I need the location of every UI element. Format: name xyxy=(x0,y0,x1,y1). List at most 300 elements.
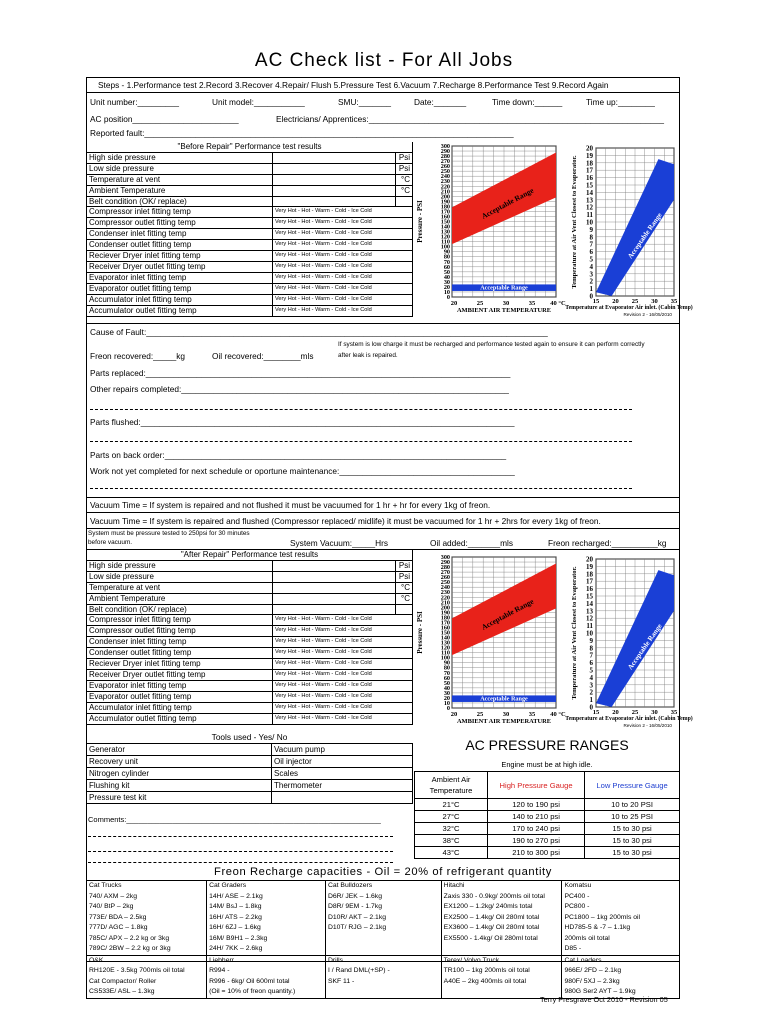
right-y-tick: 17 xyxy=(586,166,593,175)
measurement-label: Low side pressure xyxy=(87,163,273,174)
table-row xyxy=(87,152,413,163)
right-y-tick: 19 xyxy=(586,562,593,571)
comment-line[interactable] xyxy=(88,836,393,837)
temperature-options[interactable]: Very Hot - Hot - Warm - Cold - Ice Cold xyxy=(273,305,413,316)
left-y-tick: 260 xyxy=(440,574,450,582)
range-cell: 10 to 20 PSI xyxy=(585,799,680,811)
value-cell[interactable] xyxy=(273,163,396,174)
capacity-line: 777D/ AGC – 1.8kg xyxy=(89,924,148,931)
time-down-field[interactable]: Time down:______ xyxy=(492,97,563,107)
left-y-tick: 290 xyxy=(440,148,450,156)
table-row xyxy=(87,604,413,615)
table-row xyxy=(87,305,413,316)
cause-of-fault-field[interactable]: Cause of Fault:_______________________________________________________________________________________ xyxy=(90,327,548,337)
right-y-tick: 0 xyxy=(589,703,593,712)
revision-label: Revision 2 - 16/05/2010 xyxy=(623,312,672,317)
right-x-tick: 30 xyxy=(651,709,658,716)
table-row xyxy=(87,792,413,804)
right-y-tick: 11 xyxy=(586,211,593,220)
capacity-line: R996 - 6kg/ Oil 600ml total xyxy=(209,977,290,985)
machine-group xyxy=(207,955,326,998)
table-row xyxy=(415,823,680,835)
temperature-options[interactable]: Very Hot - Hot - Warm - Cold - Ice Cold xyxy=(273,691,413,702)
left-y-tick: 240 xyxy=(440,584,450,592)
table-row xyxy=(87,218,413,229)
left-y-tick: 30 xyxy=(443,278,450,286)
capacity-line: 14M/ BsJ – 1.8kg xyxy=(209,903,262,910)
measurement-label: Condenser inlet fitting temp xyxy=(87,229,273,240)
left-y-tick: 190 xyxy=(440,609,450,617)
table-row xyxy=(87,283,413,294)
reported-fault-field[interactable]: Reported fault:________________________________________________________________________________ xyxy=(90,128,514,138)
table-row xyxy=(87,251,413,262)
value-cell[interactable] xyxy=(273,560,396,571)
machine-group xyxy=(441,881,562,956)
right-y-tick: 3 xyxy=(589,681,593,690)
right-y-tick: 0 xyxy=(589,292,593,301)
right-y-tick: 9 xyxy=(589,636,593,645)
left-y-tick: 230 xyxy=(440,589,450,597)
time-up-field[interactable]: Time up:________ xyxy=(586,97,655,107)
right-x-tick: 35 xyxy=(670,709,678,716)
left-y-tick: 20 xyxy=(443,283,450,291)
tool-label: Scales xyxy=(272,768,413,780)
left-y-tick: 290 xyxy=(440,559,450,567)
left-y-tick: 170 xyxy=(440,208,450,216)
value-cell[interactable] xyxy=(273,593,396,604)
right-y-tick: 7 xyxy=(589,240,593,249)
capacity-line xyxy=(328,934,439,945)
right-y-tick: 14 xyxy=(586,188,593,197)
temperature-options[interactable]: Very Hot - Hot - Warm - Cold - Ice Cold xyxy=(273,218,413,229)
capacity-line xyxy=(444,944,560,955)
blank-line[interactable] xyxy=(90,441,632,442)
right-y-tick: 1 xyxy=(589,285,593,294)
right-y-tick: 6 xyxy=(589,659,593,668)
unit-label: °C xyxy=(396,593,413,604)
vacuum-time-not-flushed: Vacuum Time = If system is repaired and not flushed it must be vacuumed for 1 hr + hr for every 1kg of freon. xyxy=(90,500,491,510)
capacity-line: D10T/ RJG – 2.1kg xyxy=(327,924,387,931)
left-y-tick: 210 xyxy=(440,188,450,196)
left-y-tick: 90 xyxy=(443,248,450,256)
freon-recharged-field[interactable]: Freon recharged:__________kg xyxy=(548,538,667,548)
capacity-line: 789C/ 2BW – 2.2 kg or 3kg xyxy=(89,945,171,952)
divider xyxy=(86,323,680,324)
range-cell: 170 to 240 psi xyxy=(488,823,585,835)
tool-label: Pressure test kit xyxy=(87,792,272,804)
machine-group xyxy=(441,955,562,998)
left-y-tick: 60 xyxy=(443,263,450,271)
capacity-line: D8R/ 9EM - 1.7kg xyxy=(327,903,382,910)
measurement-label: Low side pressure xyxy=(87,571,273,582)
measurement-label: Ambient Temperature xyxy=(87,185,273,196)
right-x-tick: 15 xyxy=(592,709,600,716)
tool-label: Flushing kit xyxy=(87,780,272,792)
table-row xyxy=(87,702,413,713)
tool-label: Nitrogen cylinder xyxy=(87,768,272,780)
left-y-label: Pressure - PSI xyxy=(416,611,424,654)
blank-line[interactable] xyxy=(90,488,632,489)
right-x-label: Temperature at Evaporator Air inlet. (Cabin Temp) xyxy=(565,305,693,311)
left-y-tick: 120 xyxy=(440,233,450,241)
after-repair-table xyxy=(86,550,413,725)
range-cell: 120 to 190 psi xyxy=(488,799,585,811)
left-x-tick: 40 °C xyxy=(550,711,566,718)
machine-group xyxy=(207,881,326,956)
table-row xyxy=(415,811,680,823)
table-row xyxy=(87,955,680,998)
table-row xyxy=(87,881,680,956)
temperature-options[interactable]: Very Hot - Hot - Warm - Cold - Ice Cold xyxy=(273,207,413,218)
unit-label: Psi xyxy=(396,163,413,174)
unit-label: Psi xyxy=(396,571,413,582)
unit-number-field[interactable]: Unit number:_________ xyxy=(90,97,180,107)
measurement-label: Evaporator inlet fitting temp xyxy=(87,272,273,283)
left-x-tick: 30 xyxy=(502,711,510,718)
right-y-tick: 10 xyxy=(586,218,593,227)
right-y-tick: 10 xyxy=(586,629,593,638)
smu-field[interactable]: SMU:_______ xyxy=(338,97,392,107)
left-y-tick: 0 xyxy=(446,705,450,712)
machine-group xyxy=(325,955,441,998)
right-y-tick: 20 xyxy=(586,144,593,153)
table-row xyxy=(87,669,413,680)
right-y-tick: 5 xyxy=(589,255,593,264)
table-header-row xyxy=(415,772,680,799)
measurement-label: Reciever Dryer inlet fitting temp xyxy=(87,251,273,262)
tools-used-header: Tools used - Yes/ No xyxy=(211,732,288,742)
capacity-line xyxy=(328,944,439,955)
left-y-tick: 210 xyxy=(440,599,450,607)
capacity-line: 980G Ser2 AYT – 1.9kg xyxy=(564,988,636,995)
temperature-options[interactable]: Very Hot - Hot - Warm - Cold - Ice Cold xyxy=(273,648,413,659)
table-header-row xyxy=(87,142,413,152)
range-cell: 32°C xyxy=(415,823,488,835)
capacity-line: 16M/ B9H1 – 2.3kg xyxy=(209,934,268,942)
left-y-tick: 100 xyxy=(440,243,450,251)
temperature-options[interactable]: Very Hot - Hot - Warm - Cold - Ice Cold xyxy=(273,702,413,713)
right-x-label: Temperature at Evaporator Air inlet. (Cabin Temp) xyxy=(565,716,693,722)
measurement-label: Compressor inlet fitting temp xyxy=(87,207,273,218)
capacity-line: I / Rand DML(+SP) - xyxy=(327,967,390,974)
machine-group xyxy=(87,955,207,998)
capacity-line: A40E – 2kg 400mls oil total xyxy=(443,977,527,985)
table-row xyxy=(87,780,413,792)
value-cell[interactable] xyxy=(273,152,396,163)
left-y-tick: 0 xyxy=(446,294,450,301)
after-pressure-chart xyxy=(414,553,693,731)
right-y-tick: 12 xyxy=(586,203,593,212)
capacity-line: PC1800 – 1kg 200mls oil xyxy=(564,913,641,921)
table-row xyxy=(87,680,413,691)
high-idle-note: Engine must be at high idle. xyxy=(501,760,593,769)
measurement-label: Reciever Dryer inlet fitting temp xyxy=(87,659,273,670)
right-y-tick: 16 xyxy=(586,174,593,183)
right-y-tick: 3 xyxy=(589,270,593,279)
table-header: "After Repair" Performance test results xyxy=(87,550,413,560)
table-row xyxy=(87,163,413,174)
value-cell[interactable] xyxy=(273,604,396,615)
measurement-label: Compressor outlet fitting temp xyxy=(87,626,273,637)
left-y-tick: 200 xyxy=(440,193,450,201)
left-y-tick: 20 xyxy=(443,694,450,702)
capacity-line: Zaxis 330 - 0.9kg/ 200mls oil total xyxy=(443,892,545,900)
table-header-row xyxy=(87,550,413,560)
left-y-tick: 190 xyxy=(440,198,450,206)
right-y-tick: 13 xyxy=(586,196,593,205)
capacity-line: EX2500 – 1.4kg/ Oil 280ml total xyxy=(443,913,540,921)
tool-label xyxy=(272,792,413,804)
left-y-tick: 280 xyxy=(440,564,450,572)
capacity-line: 740/ AXM – 2kg xyxy=(89,892,137,900)
measurement-label: Condenser inlet fitting temp xyxy=(87,637,273,648)
oil-added-field[interactable]: Oil added:_______mls xyxy=(430,538,514,548)
before-pressure-chart xyxy=(414,142,693,320)
machine-group-head: Komatsu xyxy=(564,882,592,889)
capacity-line: SKF 11 - xyxy=(327,977,355,985)
parts-back-order-field[interactable]: Parts on back order:__________________________________________________________________________ xyxy=(90,450,507,460)
left-y-tick: 50 xyxy=(443,679,450,687)
comment-line[interactable] xyxy=(88,862,393,863)
temperature-options[interactable]: Very Hot - Hot - Warm - Cold - Ice Cold xyxy=(273,637,413,648)
pressure-test-note: System must be pressure tested to 250psi for 30 minutes before vacuum. xyxy=(88,530,250,546)
pressure-ranges-title: AC PRESSURE RANGES xyxy=(465,737,629,753)
table-row xyxy=(87,229,413,240)
left-y-tick: 300 xyxy=(440,143,450,150)
freon-recovered-field[interactable]: Freon recovered:_____kg xyxy=(90,351,186,361)
range-cell: 21°C xyxy=(415,799,488,811)
other-repairs-field[interactable]: Other repairs completed:_______________________________________________________________________ xyxy=(90,384,509,394)
capacity-line: 24H/ 7KK – 2.6kg xyxy=(209,945,263,952)
low-charge-note: If system is low charge it must be recharged and performance tested again to ensure it can perform correctly after leak is repaired. xyxy=(338,341,645,359)
left-y-tick: 280 xyxy=(440,153,450,161)
measurement-label: Accumulator outlet fitting temp xyxy=(87,305,273,316)
table-row xyxy=(87,593,413,604)
table-row xyxy=(415,847,680,859)
machine-group-head: Drills xyxy=(327,956,344,964)
left-y-tick: 70 xyxy=(443,669,450,677)
capacity-line: D85 - xyxy=(564,945,582,952)
steps-line: Steps - 1.Performance test 2.Record 3.Recover 4.Repair/ Flush 5.Pressure Test 6.Vacuum 7.Recharge 8.Performance Test 9.Record Again xyxy=(98,80,609,90)
range-cell: 15 to 30 psi xyxy=(585,835,680,847)
measurement-label: Temperature at vent xyxy=(87,174,273,185)
left-y-tick: 220 xyxy=(440,183,450,191)
table-row xyxy=(87,768,413,780)
blank-line[interactable] xyxy=(90,409,632,410)
capacity-line: D10R/ AKT – 2.1kg xyxy=(327,913,387,921)
left-y-tick: 120 xyxy=(440,644,450,652)
range-cell: 190 to 270 psi xyxy=(488,835,585,847)
vacuum-time-flushed: Vacuum Time = If system is repaired and flushed (Compressor replaced/ midlife) it must be vacuumed for 1 hr + 2hrs for every 1kg of freon. xyxy=(90,516,601,526)
tool-label: Oil injector xyxy=(272,756,413,768)
table-row xyxy=(87,756,413,768)
table-row xyxy=(415,799,680,811)
left-y-tick: 260 xyxy=(440,163,450,171)
measurement-label: Belt condition (OK/ replace) xyxy=(87,196,273,207)
unit-label xyxy=(396,196,413,207)
left-x-tick: 35 xyxy=(528,300,536,307)
left-y-tick: 130 xyxy=(440,639,450,647)
right-y-tick: 7 xyxy=(589,651,593,660)
band-label: Acceptable Range xyxy=(479,596,536,632)
temperature-options[interactable]: Very Hot - Hot - Warm - Cold - Ice Cold xyxy=(273,272,413,283)
work-not-completed-field[interactable]: Work not yet completed for next schedule or oportune maintenance:______________________________________ xyxy=(90,466,515,476)
capacity-line: PC800 - xyxy=(564,903,590,910)
comments-field[interactable]: Comments:_____________________________________________________________ xyxy=(88,815,381,824)
left-x-tick: 25 xyxy=(476,711,484,718)
table-row xyxy=(87,637,413,648)
table-row xyxy=(87,240,413,251)
left-y-tick: 30 xyxy=(443,689,450,697)
parts-flushed-field[interactable]: Parts flushed:_________________________________________________________________________________ xyxy=(90,417,515,427)
tools-used-table xyxy=(86,743,413,804)
left-x-tick: 30 xyxy=(502,300,510,307)
table-row xyxy=(87,659,413,670)
table-row xyxy=(87,185,413,196)
measurement-label: Belt condition (OK/ replace) xyxy=(87,604,273,615)
parts-replaced-field[interactable]: Parts replaced:_______________________________________________________________________________ xyxy=(90,368,511,378)
left-x-tick: 20 xyxy=(450,711,458,718)
tool-label: Vacuum pump xyxy=(272,744,413,756)
right-y-label: Temperature at Air Vent Closest to Evaporator. xyxy=(571,566,578,700)
left-y-tick: 180 xyxy=(440,614,450,622)
unit-label: °C xyxy=(396,185,413,196)
temperature-options[interactable]: Very Hot - Hot - Warm - Cold - Ice Cold xyxy=(273,229,413,240)
left-x-label: AMBIENT AIR TEMPERATURE xyxy=(456,718,552,725)
capacity-line xyxy=(328,987,439,998)
table-row xyxy=(87,713,413,724)
right-y-tick: 20 xyxy=(586,555,593,564)
left-y-tick: 170 xyxy=(440,619,450,627)
low-gauge-header: Low Pressure Gauge xyxy=(585,772,680,799)
left-y-tick: 110 xyxy=(441,238,450,246)
left-y-tick: 140 xyxy=(440,634,450,642)
left-y-tick: 240 xyxy=(440,173,450,181)
measurement-label: Temperature at vent xyxy=(87,582,273,593)
left-y-tick: 10 xyxy=(443,699,450,707)
machine-group xyxy=(325,881,441,956)
measurement-label: Accumulator inlet fitting temp xyxy=(87,702,273,713)
table-row xyxy=(87,207,413,218)
date-field[interactable]: Date:_______ xyxy=(414,97,467,107)
table-row xyxy=(87,261,413,272)
divider xyxy=(86,512,680,513)
left-y-tick: 270 xyxy=(440,569,450,577)
table-row xyxy=(87,272,413,283)
right-y-tick: 5 xyxy=(589,666,593,675)
tool-label: Recovery unit xyxy=(87,756,272,768)
left-y-tick: 40 xyxy=(443,273,450,281)
system-vacuum-field[interactable]: System Vacuum:_____Hrs xyxy=(290,538,389,548)
range-cell: 10 to 25 PSI xyxy=(585,811,680,823)
machine-group xyxy=(562,955,680,998)
band-label: Acceptable Range xyxy=(479,185,536,221)
left-y-tick: 200 xyxy=(440,604,450,612)
range-cell: 38°C xyxy=(415,835,488,847)
capacity-line: RH120E - 3.5kg 700mls oil total xyxy=(89,967,185,974)
temperature-options[interactable]: Very Hot - Hot - Warm - Cold - Ice Cold xyxy=(273,669,413,680)
unit-label: °C xyxy=(396,582,413,593)
right-y-tick: 4 xyxy=(589,673,593,682)
table-row xyxy=(87,648,413,659)
measurement-label: Condenser outlet fitting temp xyxy=(87,240,273,251)
right-x-tick: 20 xyxy=(612,298,619,305)
value-cell[interactable] xyxy=(273,571,396,582)
temperature-options[interactable]: Very Hot - Hot - Warm - Cold - Ice Cold xyxy=(273,240,413,251)
right-x-tick: 30 xyxy=(651,298,658,305)
value-cell[interactable] xyxy=(273,185,396,196)
capacity-line: 14H/ ASE – 2.1kg xyxy=(209,892,263,900)
electricians-field[interactable]: Electricians/ Apprentices:________________________________________________________________ xyxy=(276,114,665,124)
unit-label: Psi xyxy=(396,560,413,571)
capacity-line: EX3600 – 1.4kg/ Oil 280ml total xyxy=(443,924,540,931)
measurement-label: Compressor inlet fitting temp xyxy=(87,615,273,626)
revision-label: Revision 2 - 16/05/2010 xyxy=(623,723,672,728)
temperature-options[interactable]: Very Hot - Hot - Warm - Cold - Ice Cold xyxy=(273,294,413,305)
temperature-options[interactable]: Very Hot - Hot - Warm - Cold - Ice Cold xyxy=(273,680,413,691)
left-y-tick: 300 xyxy=(440,554,450,561)
comment-line[interactable] xyxy=(88,851,393,852)
value-cell[interactable] xyxy=(273,582,396,593)
range-cell: 27°C xyxy=(415,811,488,823)
pressure-ranges-table xyxy=(414,771,680,859)
measurement-label: Ambient Temperature xyxy=(87,593,273,604)
capacity-line: D6R/ JEK – 1.6kg xyxy=(327,892,382,900)
temperature-options[interactable]: Very Hot - Hot - Warm - Cold - Ice Cold xyxy=(273,659,413,670)
temperature-options[interactable]: Very Hot - Hot - Warm - Cold - Ice Cold xyxy=(273,261,413,272)
right-y-tick: 15 xyxy=(586,592,593,601)
ac-position-field[interactable]: AC position_______________________ xyxy=(90,114,239,124)
temperature-options[interactable]: Very Hot - Hot - Warm - Cold - Ice Cold xyxy=(273,283,413,294)
right-y-tick: 1 xyxy=(589,696,593,705)
divider xyxy=(86,497,680,498)
capacity-line: EX1200 – 1.2kg/ 240mls total xyxy=(443,903,533,910)
machine-group-head: Cat Graders xyxy=(209,882,247,889)
temperature-options[interactable]: Very Hot - Hot - Warm - Cold - Ice Cold xyxy=(273,626,413,637)
measurement-label: Compressor outlet fitting temp xyxy=(87,218,273,229)
table-row xyxy=(87,196,413,207)
page-title: AC Check list - For All Jobs xyxy=(254,50,514,71)
table-row xyxy=(87,174,413,185)
temperature-options[interactable]: Very Hot - Hot - Warm - Cold - Ice Cold xyxy=(273,713,413,724)
left-y-tick: 250 xyxy=(440,168,450,176)
unit-model-field[interactable]: Unit model:___________ xyxy=(212,97,305,107)
right-y-tick: 12 xyxy=(586,614,593,623)
machine-group xyxy=(562,881,680,956)
right-y-tick: 15 xyxy=(586,181,593,190)
right-y-tick: 18 xyxy=(586,570,593,579)
oil-recovered-field[interactable]: Oil recovered:________mls xyxy=(212,351,314,361)
machine-group-head: Cat Loaders xyxy=(564,956,602,964)
temperature-options[interactable]: Very Hot - Hot - Warm - Cold - Ice Cold xyxy=(273,615,413,626)
value-cell[interactable] xyxy=(273,174,396,185)
measurement-label: Accumulator inlet fitting temp xyxy=(87,294,273,305)
value-cell[interactable] xyxy=(273,196,396,207)
measurement-label: High side pressure xyxy=(87,560,273,571)
measurement-label: Evaporator outlet fitting temp xyxy=(87,691,273,702)
right-x-tick: 15 xyxy=(592,298,600,305)
footer-revision: Terry Presgrave Oct 2010 - Revision 05 xyxy=(540,995,668,1004)
capacity-line: 16H/ ATS – 2.2kg xyxy=(209,913,262,921)
temperature-options[interactable]: Very Hot - Hot - Warm - Cold - Ice Cold xyxy=(273,251,413,262)
low-band-label: Acceptable Range xyxy=(480,284,528,292)
left-x-label: AMBIENT AIR TEMPERATURE xyxy=(456,307,552,314)
ambient-header: Ambient Air Temperature xyxy=(415,772,488,799)
table-row xyxy=(87,691,413,702)
table-row xyxy=(87,582,413,593)
table-row xyxy=(87,571,413,582)
left-y-tick: 110 xyxy=(441,649,450,657)
